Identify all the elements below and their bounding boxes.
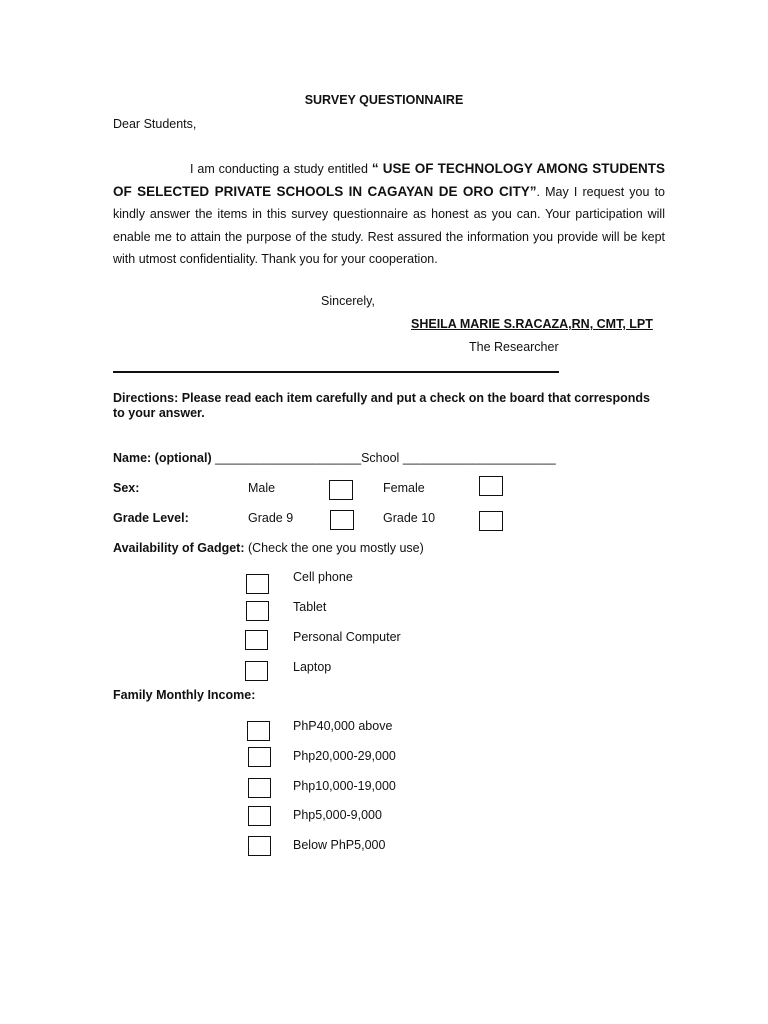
grade-option-9: Grade 9 xyxy=(248,511,294,525)
income-option-10k: Php10,000-19,000 xyxy=(293,779,396,793)
gadget-label: Availability of Gadget: xyxy=(113,541,245,555)
study-title: “ USE OF TECHNOLOGY AMONG STUDENTS OF SELECTED PRIVATE SCHOOLS IN CAGAYAN DE ORO CITY” xyxy=(113,161,665,199)
income-option-40k: PhP40,000 above xyxy=(293,719,393,733)
gadget-cellphone-checkbox[interactable] xyxy=(246,574,269,594)
name-label: Name: (optional) xyxy=(113,451,212,465)
closing-sincerely: Sincerely, xyxy=(321,294,375,308)
name-school-row xyxy=(113,451,556,465)
sex-label: Sex: xyxy=(113,481,140,495)
income-option-20k: Php20,000-29,000 xyxy=(293,749,396,763)
income-option-below5k: Below PhP5,000 xyxy=(293,838,386,852)
grade-option-10: Grade 10 xyxy=(383,511,436,525)
grade-10-checkbox[interactable] xyxy=(479,511,503,531)
gadget-option-cellphone: Cell phone xyxy=(293,570,353,584)
income-40k-checkbox[interactable] xyxy=(247,721,270,741)
income-5k-checkbox[interactable] xyxy=(248,806,271,826)
salutation: Dear Students, xyxy=(113,117,197,131)
divider-line xyxy=(113,371,559,373)
signatory-role: The Researcher xyxy=(469,340,559,354)
income-10k-checkbox[interactable] xyxy=(248,778,271,798)
school-field[interactable]: ______________________ xyxy=(402,451,556,465)
sex-male-checkbox[interactable] xyxy=(329,480,353,500)
income-below5k-checkbox[interactable] xyxy=(248,836,271,856)
gadget-tablet-checkbox[interactable] xyxy=(246,601,269,621)
gadget-option-laptop: Laptop xyxy=(293,660,332,674)
intro-lead: I am conducting a study entitled xyxy=(190,162,372,176)
gadget-laptop-checkbox[interactable] xyxy=(245,661,268,681)
income-label: Family Monthly Income: xyxy=(113,688,256,702)
gadget-option-tablet: Tablet xyxy=(293,600,327,614)
gadget-pc-checkbox[interactable] xyxy=(245,630,268,650)
gadget-option-pc: Personal Computer xyxy=(293,630,401,644)
grade-9-checkbox[interactable] xyxy=(330,510,354,530)
name-field[interactable]: _____________________ xyxy=(215,451,362,465)
gadget-question xyxy=(113,541,424,555)
income-option-5k: Php5,000-9,000 xyxy=(293,808,382,822)
page-title: SURVEY QUESTIONNAIRE xyxy=(304,93,464,107)
directions-text: Directions: Please read each item carefully and put a check on the board that corresponds to your answer. xyxy=(113,391,650,420)
sex-female-checkbox[interactable] xyxy=(479,476,503,496)
school-label: School xyxy=(361,451,400,465)
sex-option-female: Female xyxy=(383,481,425,495)
income-20k-checkbox[interactable] xyxy=(248,747,271,767)
sex-option-male: Male xyxy=(248,481,276,495)
intro-body: . May I request you to kindly answer the items in this survey questionnaire as honest as you can. Your participation will enable me to attain the purpose of the study. Rest assured the information you provide will be kept with utmost confidentiality. Thank you for your cooperation. xyxy=(113,184,665,266)
signatory-name: SHEILA MARIE S.RACAZA,RN, CMT, LPT xyxy=(411,317,653,331)
gadget-note: (Check the one you mostly use) xyxy=(244,541,424,555)
intro-paragraph xyxy=(113,158,665,271)
grade-level-label: Grade Level: xyxy=(113,511,189,525)
